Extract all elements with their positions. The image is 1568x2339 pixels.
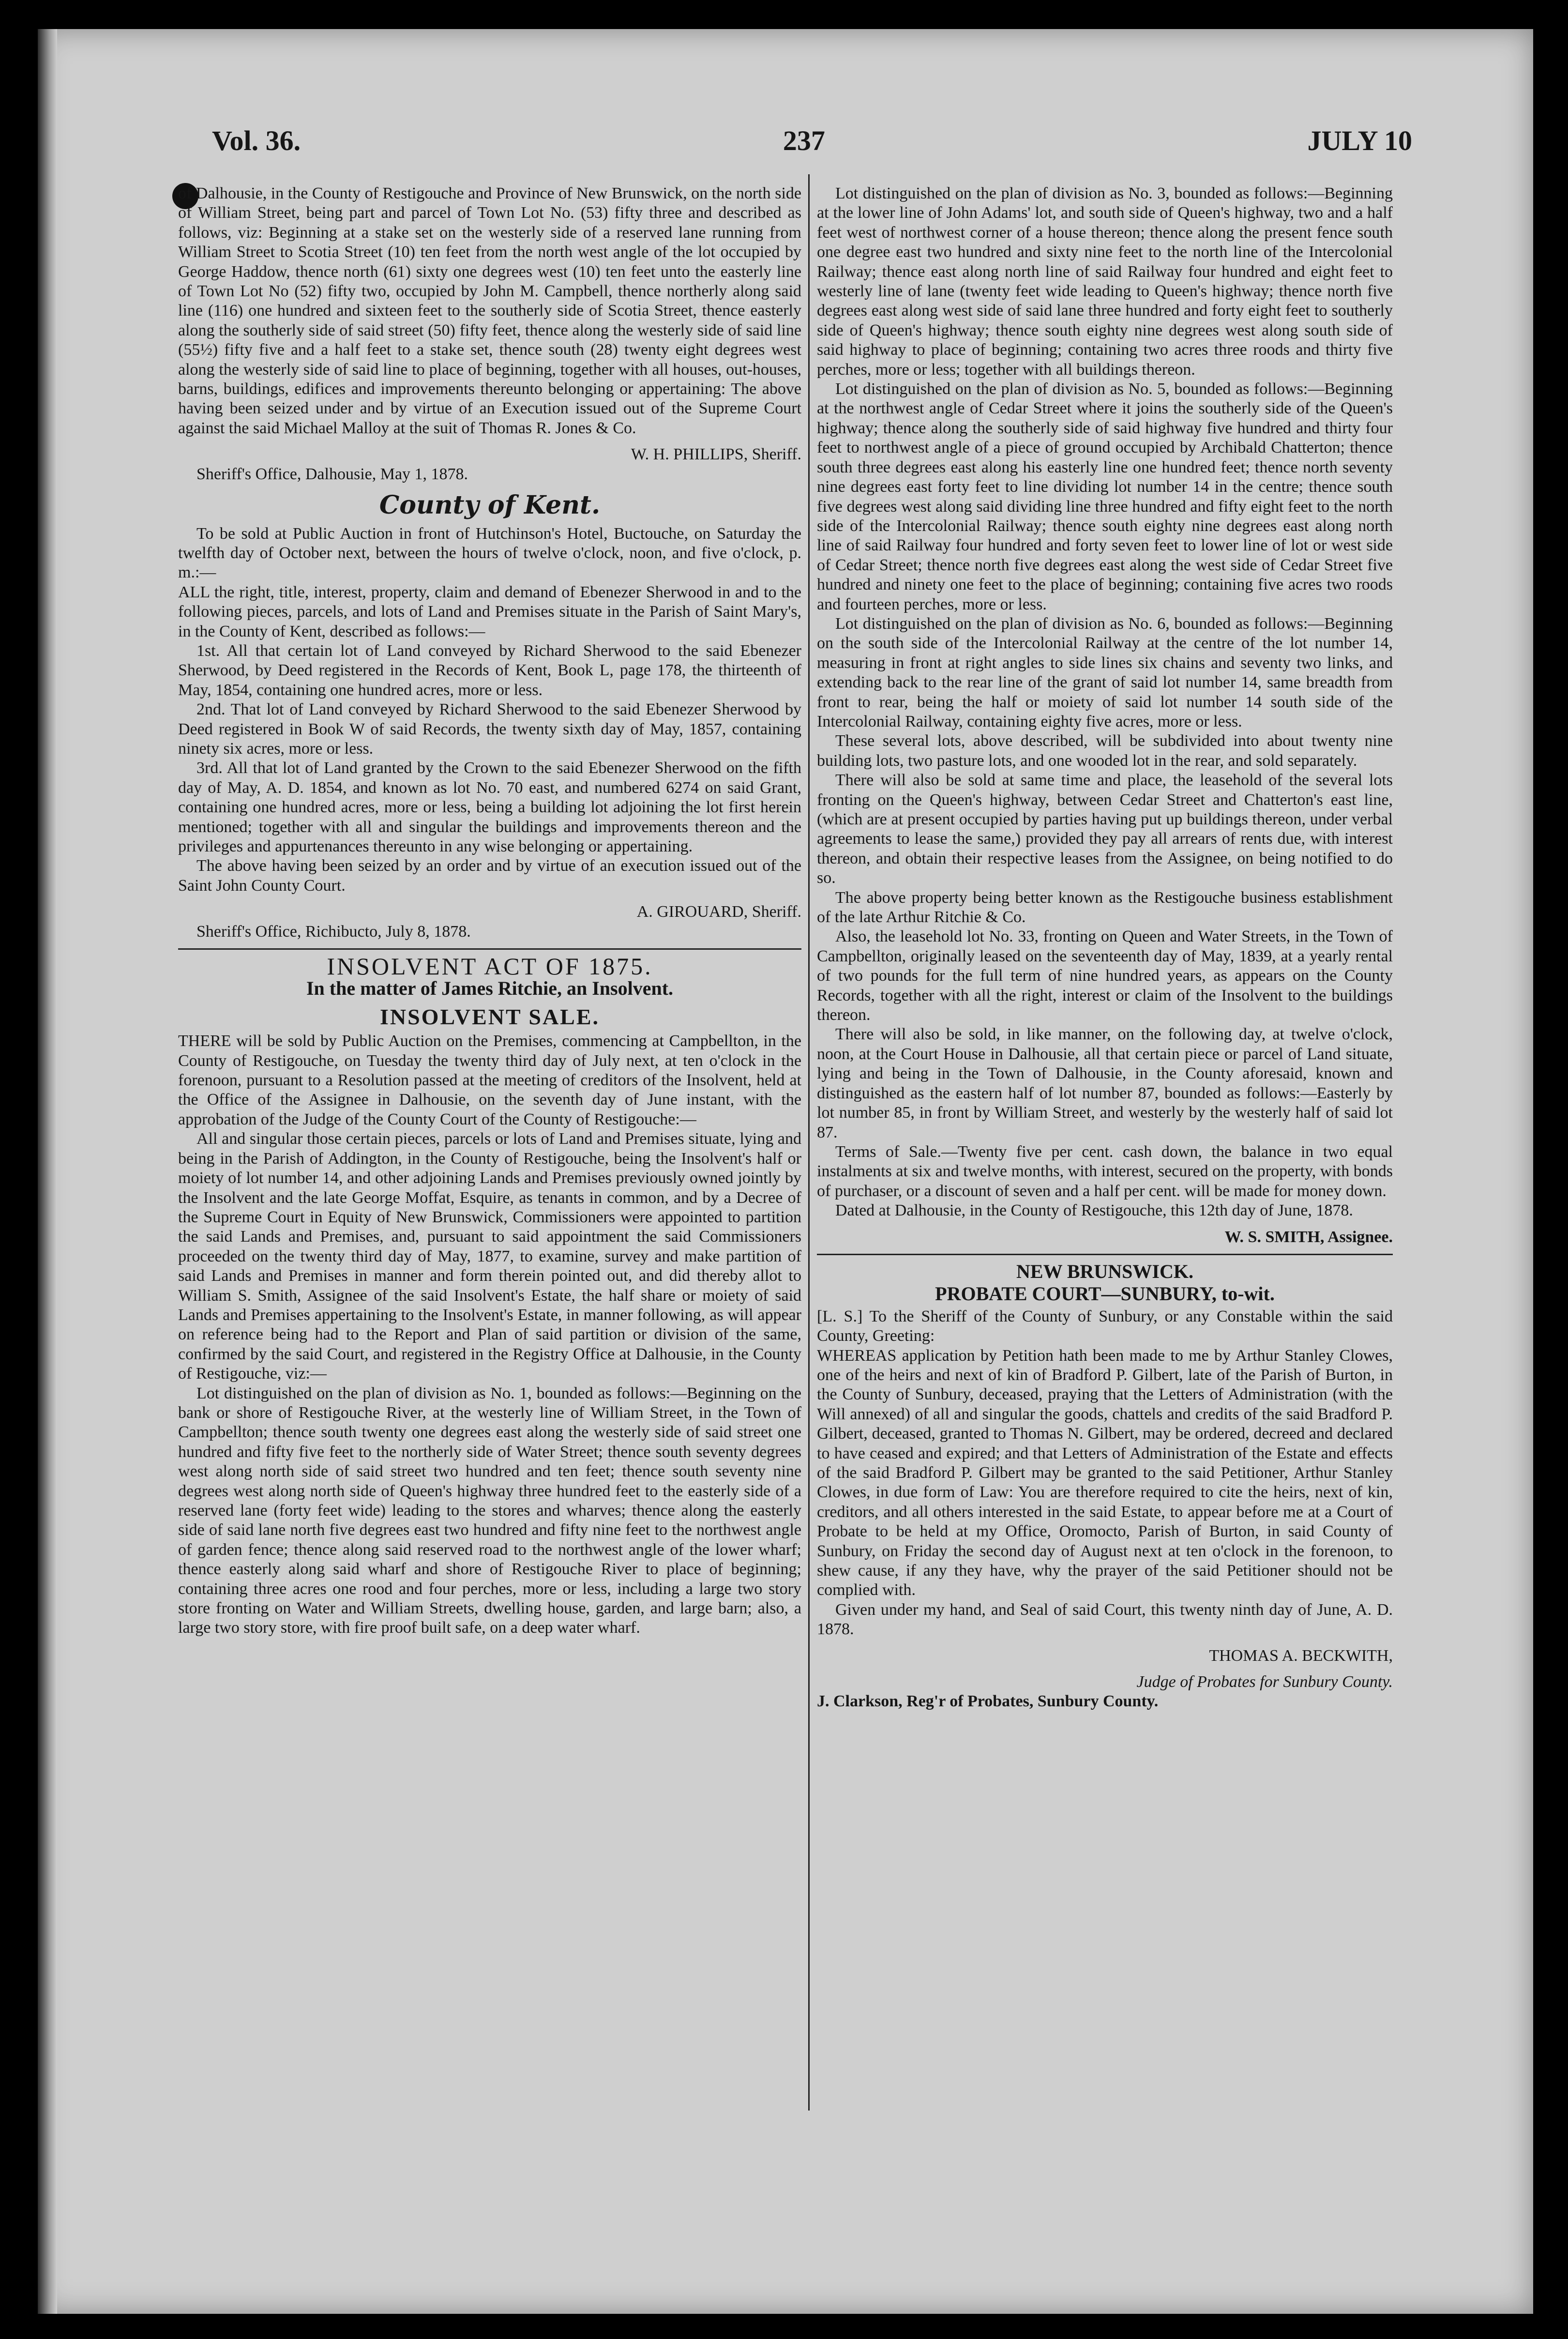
kent-first: 1st. All that certain lot of Land conveyed by Richard Sherwood to the said Ebenezer Sherwood, by Deed registered in the Records of Kent, Book L, page 178, the thirteenth of May, 1854, containing one hundred acres, more or less. (178, 641, 801, 699)
subdivided: These several lots, above described, will be subdivided into about twenty nine building lots, two pasture lots, and one wooded lot in the rear, and sold separately. (817, 732, 1393, 770)
sheriff-office: Sheriff's Office, Dalhousie, May 1, 1878. (196, 465, 468, 483)
judge-title: Judge of Probates for Sunbury County. (1136, 1673, 1393, 1691)
seal-greeting: [L. S.] To the Sheriff of the County of Sunbury, or any Constable within the said County, Greeting: (817, 1307, 1393, 1345)
restigouche-notice: of Dalhousie, in the County of Restigouche and Province of New Brunswick, on the north side of William Street, being part and parcel of Town Lot No. (53) fifty three and described as follows, viz: Beginning at a stake set on the westerly side of a reserved lane running from William Street to Scotia Street (10) ten feet from the north west angle of the lot occupied by George Haddow, thence north (61) sixty one degrees west (10) ten feet unto the easterly line of Town Lot No (52) fifty two, occupied by John M. Campbell, thence northerly along said line (116) one hundred and sixteen feet to the southerly side of Scotia Street, thence easterly along the southerly side of said street (50) fifty feet, thence along the westerly side of said line (55½) fifty five and a half feet to a stake set, thence south (28) twenty eight degrees west along the westerly side of said line to place of beginning, together with all houses, out-houses, barns, buildings, edifices and improvements thereunto belonging or appertaining: The above having been seized under and by virtue of an Execution issued out of the Supreme Court against the said Michael Malloy at the suit of Thomas R. Jones & Co. (178, 184, 801, 437)
whereas-paragraph: WHEREAS application by Petition hath been made to me by Arthur Stanley Clowes, one of the heirs and next of kin of Bradford P. Gilbert, late of the Parish of Burton, in the County of Sunbury, deceased, praying that the Letters of Administration (with the Will annexed) of all and singular the goods, chattels and credits of the said Bradford P. Gilbert, deceased, granted to Thomas N. Gilbert, may be ordered, decreed and declared to have ceased and expired; and that Letters of Administration of the Estate and effects of the said Bradford P. Gilbert may be granted to the said Petitioner, Arthur Stanley Clowes, in due form of Law: You are therefore required to cite the heirs, next of kin, creditors, and all others interested in the said Estate, to appear before me at a Court of Probate to be held at my Office, Oromocto, Parish of Burton, in said County of Sunbury, on Friday the second day of August next at ten o'clock in the forenoon, to shew cause, if any they have, why the prayer of the said Petitioner should not be complied with. (817, 1346, 1393, 1599)
insolvent-sale-heading: INSOLVENT SALE. (379, 1004, 600, 1029)
sale-lands: All and singular those certain pieces, parcels or lots of Land and Premises situate, lying and being in the Parish of Addington, in the County of Restigouche, being the Insolvent's half or moiety of lot number 14, and other adjoining Lands and Premises previously owned jointly by the Insolvent and the late George Moffat, Esquire, as tenants in common, and by a Decree of the Supreme Court in Equity of New Brunswick, Commissioners were appointed to partition the said Lands and Premises, and, pursuant to said appointment the said Commissioners proceeded on the twenty third day of May, 1877, to examine, survey and make partition of said Lands and Premises in manner and form therein pointed out, and did thereby allot to William S. Smith, Assignee of the said Insolvent's Estate, the half share or moiety of said Lands and Premises appertaining to the Insolvent's Estate, in manner following, as will appear on reference being had to the Report and Plan of said partition or division of the same, confirmed by the said Court, and registered in the Registry Office at Dalhousie, in the County of Restigouche, viz:— (178, 1130, 801, 1383)
left-column (178, 184, 801, 1638)
page-number: 237 (783, 124, 825, 156)
newspaper-page (38, 29, 1533, 2314)
property-known: The above property being better known as the Restigouche business establishment of the late Arthur Ritchie & Co. (817, 888, 1393, 926)
sale-intro: THERE will be sold by Public Auction on the Premises, commencing at Campbellton, in the County of Restigouche, on Tuesday the twenty third day of July next, at ten o'clock in the forenoon, pursuant to a Resolution passed at the meeting of creditors of the Insolvent, held at the Office of the Assignee in Dalhousie, on the seventh day of June instant, with the approbation of the Judge of the County Court of the County of Restigouche:— (178, 1032, 801, 1128)
kent-third: 3rd. All that lot of Land granted by the Crown to the said Ebenezer Sherwood on the fifth day of May, A. D. 1854, and known as lot No. 70 east, and numbered 6274 on said Grant, containing one hundred acres, more or less, being a building lot adjoining the lot first herein mentioned; together with all and singular the buildings and improvements thereon and the privileges and appurtenances thereunto in any wise belonging or appertaining. (178, 759, 801, 855)
right-column (817, 184, 1393, 1712)
dated-line: Dated at Dalhousie, in the County of Restigouche, this 12th day of June, 1878. (835, 1201, 1353, 1220)
lot-1: Lot distinguished on the plan of division as No. 1, bounded as follows:—Beginning on the bank or shore of Restigouche River, at the westerly line of William Street, in the Town of Campbellton; thence south twenty one degrees east along the westerly side of said street one hundred and fifty five feet to the northerly side of Water Street; thence south seventy degrees west along north side of said street two hundred and ten feet; thence south seventy nine degrees west along north side of Queen's highway three hundred feet to the easterly side of a reserved lane (forty feet wide) leading to the stores and wharves; thence along the easterly side of said lane north five degrees east two hundred and fifty nine feet to the northwest angle of garden fence; thence along said reserved road to the northwest angle of the lower wharf; thence easterly along said wharf and shore of Restigouche River to place of beginning; containing three acres one rood and four perches, more or less, including a large two story store fronting on Water and William Streets, dwelling house, garden, and large barn; also, a large two story store, with fire proof built safe, on a deep water wharf. (178, 1384, 801, 1637)
county-heading: County of Kent. (379, 490, 601, 520)
kent-second: 2nd. That lot of Land conveyed by Richard Sherwood to the said Ebenezer Sherwood by Deed registered in Book W of said Records, the twenty sixth day of May, 1857, containing ninety six acres, more or less. (178, 700, 801, 758)
column-divider (808, 174, 810, 2111)
lot-3: Lot distinguished on the plan of division as No. 3, bounded as follows:—Beginning at the lower line of John Adams' lot, and south side of Queen's highway, two and a half feet west of northwest corner of a house thereon; thence along the present fence south one degree east two hundred and sixty nine feet to the north line of the Intercolonial Railway; thence east along north line of said Railway four hundred and eight feet to westerly line of lane (twenty feet wide leading to Queen's highway; thence north five degrees east along west side of said lane three hundred and forty eight feet to southerly side of Queen's highway; thence south eighty nine degrees west along south side of said highway to place of beginning; containing two acres three roods and thirty five perches, more or less; together with all buildings thereon. (817, 184, 1393, 379)
section-rule (178, 948, 801, 950)
registrar-signature: J. Clarkson, Reg'r of Probates, Sunbury County. (817, 1692, 1159, 1711)
lot-6: Lot distinguished on the plan of division as No. 6, bounded as follows:—Beginning on the south side of the Intercolonial Railway at the centre of the lot number 14, measuring in front at right angles to side lines six chains and seventy two links, and extending back to the rear line of the grant of said lot number 14, same breadth from front to rear, being the half or moiety of said lot number 14 south side of the Intercolonial Railway, containing eighty five acres, more or less. (817, 614, 1393, 730)
given-line: Given under my hand, and Seal of said Court, this twenty ninth day of June, A. D. 1878. (817, 1600, 1393, 1639)
kent-intro: To be sold at Public Auction in front of Hutchinson's Hotel, Buctouche, on Saturday the twelfth day of October next, between the hours of twelve o'clock, noon, and five o'clock, p. m.:— (178, 524, 801, 582)
girouard-signature: A. GIROUARD, Sheriff. (636, 903, 801, 921)
volume-label: Vol. 36. (212, 124, 301, 156)
lot-33: Also, the leasehold lot No. 33, fronting on Queen and Water Streets, in the Town of Campbellton, originally leased on the seventeenth day of May, 1839, at a yearly rental of two pounds for the full term of nine hundred years, as appears on the County Records, together with all the right, interest or claim of the Insolvent to the buildings thereon. (817, 927, 1393, 1024)
leasehold: There will also be sold at same time and place, the leasehold of the several lots fronting on the Queen's highway, between Cedar Street and Chatterton's east line, (which are at present occupied by parties having put up buildings thereon, under verbal agreements to lease the same,) provided they pay all arrears of rents due, with interest thereon, and obtain their respective leases from the Assignee, on being notified to do so. (817, 771, 1393, 887)
kent-all: ALL the right, title, interest, property, claim and demand of Ebenezer Sherwood in and to the following pieces, parcels, and lots of Land and Premises situate in the Parish of Saint Mary's, in the County of Kent, described as follows:— (178, 583, 801, 640)
terms-of-sale: Terms of Sale.—Twenty five per cent. cash down, the balance in two equal instalments at six and twelve months, with interest, secured on the property, with bonds of purchaser, or a discount of seven and a half per cent. will be made for money down. (817, 1142, 1393, 1200)
new-brunswick-heading: NEW BRUNSWICK. (1016, 1260, 1193, 1282)
section-rule-right (817, 1254, 1393, 1255)
kent-seized: The above having been seized by an order and by virtue of an execution issued out of the Saint John County Court. (178, 857, 801, 895)
probate-heading: PROBATE COURT—SUNBURY, to-wit. (935, 1283, 1275, 1305)
page-fold-shadow (38, 29, 57, 2314)
lot-5: Lot distinguished on the plan of division as No. 5, bounded as follows:—Beginning at the northwest angle of Cedar Street where it joins the southerly side of the Queen's highway; thence along the southerly side of said highway five hundred and thirty four feet to northwest angle of a piece of ground occupied by Archibald Chatterton; thence south three degrees east along his easterly line one hundred feet; thence north seventy nine degrees east forty feet to line dividing lot number 14 in the centre; thence south five degrees west along said dividing line three hundred and fifty eight feet to the north side of the Intercolonial Railway; thence south eighty nine degrees east along north line of said Railway four hundred and forty seven feet to lower line of lot or west side of Cedar Street; thence north five degrees east along the west side of Cedar Street five hundred and ninety one feet to the place of beginning; containing five acres two roods and fourteen perches, more or less. (817, 380, 1393, 613)
assignee-signature: W. S. SMITH, Assignee. (1224, 1228, 1393, 1246)
page-header (212, 111, 1412, 169)
richibucto-office: Sheriff's Office, Richibucto, July 8, 1878. (196, 922, 471, 941)
issue-date: JULY 10 (1307, 124, 1412, 156)
dalhousie-lot: There will also be sold, in like manner, on the following day, at twelve o'clock, noon, at the Court House in Dalhousie, all that certain piece or parcel of Land situate, lying and being in the Town of Dalhousie, in the County aforesaid, known and distinguished as the eastern half of lot number 87, bounded as follows:—Easterly by lot number 85, in front by William Street, and westerly by the westerly half of said lot 87. (817, 1025, 1393, 1141)
sheriff-signature: W. H. PHILLIPS, Sheriff. (631, 445, 801, 464)
judge-signature: THOMAS A. BECKWITH, (1209, 1646, 1393, 1665)
matter-heading: In the matter of James Ritchie, an Insolvent. (306, 977, 674, 1000)
insolvent-act-heading: INSOLVENT ACT OF 1875. (327, 953, 653, 980)
